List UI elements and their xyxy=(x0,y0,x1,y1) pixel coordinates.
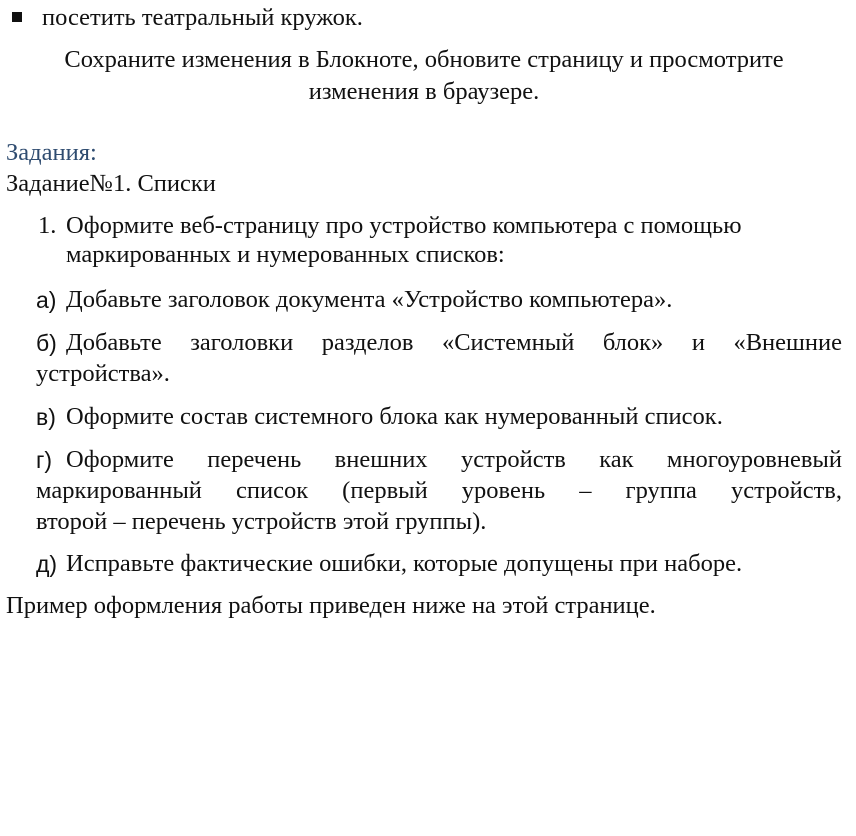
example-note: Пример оформления работы приведен ниже на этой странице. xyxy=(6,592,656,619)
bullet-item-text: посетить театральный кружок. xyxy=(42,4,363,31)
save-note-line2: изменения в браузере. xyxy=(308,78,540,105)
task1-title: Задание№1. Списки xyxy=(6,170,216,197)
item-g-line1: Оформите перечень внешних устройств как многоуровневый xyxy=(66,446,842,473)
item-v-letter: в) xyxy=(36,404,56,430)
item-g-line2: маркированный список (первый уровень – группа устройств, xyxy=(36,477,842,504)
item-a-text: Добавьте заголовок документа «Устройство компьютера». xyxy=(66,286,673,313)
item-d-text: Исправьте фактические ошибки, которые допущены при наборе. xyxy=(66,550,743,577)
tasks-heading: Задания: xyxy=(6,139,97,166)
item-a-letter: а) xyxy=(36,287,57,313)
item1-line2: маркированных и нумерованных списков: xyxy=(66,241,505,268)
item-b-line1: Добавьте заголовки разделов «Системный блок» и «Внешние xyxy=(66,329,842,356)
item-b-line2: устройства». xyxy=(36,360,170,387)
item-g-letter: г) xyxy=(36,447,53,473)
item1-number: 1. xyxy=(38,212,57,239)
bullet-square-icon xyxy=(12,12,22,22)
item-g-line3: второй – перечень устройств этой группы). xyxy=(36,508,487,535)
item-d-letter: д) xyxy=(36,551,58,577)
save-note-line1: Сохраните изменения в Блокноте, обновите страницу и просмотрите xyxy=(64,46,784,73)
item-b-letter: б) xyxy=(36,330,57,356)
item1-line1: Оформите веб-страницу про устройство компьютера с помощью xyxy=(66,212,742,239)
item-v-text: Оформите состав системного блока как нумерованный список. xyxy=(66,403,723,430)
